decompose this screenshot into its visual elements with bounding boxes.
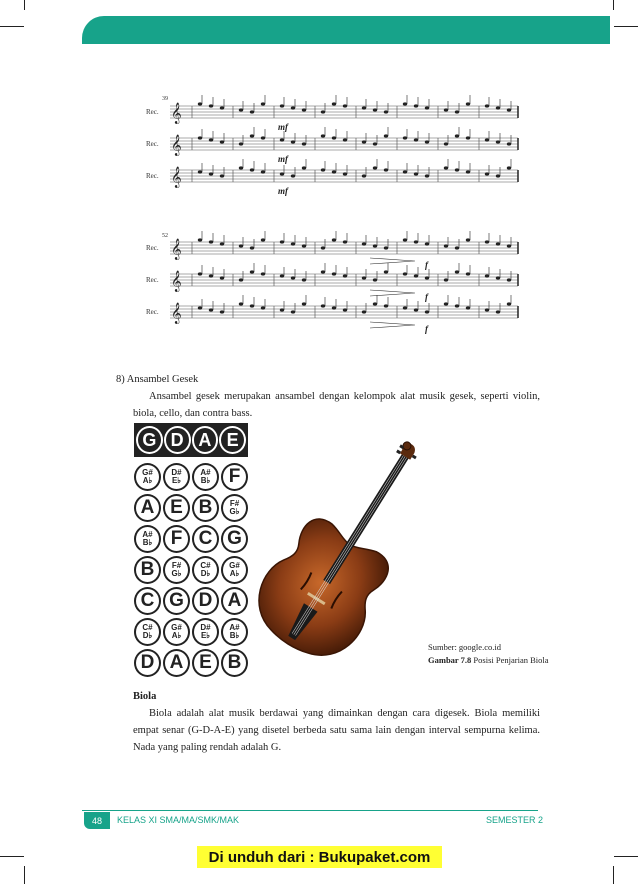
note-head	[261, 136, 265, 139]
fingering-row	[134, 463, 248, 491]
figure-title: Posisi Penjarian Biola	[473, 655, 549, 665]
note-cell: C# D♭	[192, 556, 219, 584]
note-head	[403, 306, 407, 309]
biola-section	[133, 688, 540, 756]
note-head	[239, 166, 243, 169]
note-head	[332, 136, 336, 139]
note-cell: C	[134, 587, 161, 615]
staff-label: Rec.	[146, 308, 159, 316]
note-cell: F# G♭	[221, 494, 248, 522]
note-head	[414, 172, 418, 175]
note-head	[444, 278, 448, 281]
note-head	[466, 272, 470, 275]
note-head	[362, 242, 366, 245]
note-head	[507, 302, 511, 305]
string-header	[134, 423, 248, 457]
note-head	[291, 310, 295, 313]
note-cell: D# E♭	[163, 463, 190, 491]
crop-mark	[613, 866, 614, 884]
dynamic-marking: f	[425, 292, 428, 302]
note-head	[239, 244, 243, 247]
note-head	[466, 238, 470, 241]
note-cell: G# A♭	[163, 618, 190, 646]
note-head	[220, 106, 224, 109]
note-head	[321, 110, 325, 113]
note-cell: F	[163, 525, 190, 553]
note-cell: F	[221, 463, 248, 491]
note-head	[198, 136, 202, 139]
note-head	[373, 302, 377, 305]
caption-source: Sumber: google.co.id	[428, 642, 501, 652]
note-head	[414, 138, 418, 141]
string-name: E	[219, 426, 246, 454]
note-head	[414, 274, 418, 277]
note-head	[403, 136, 407, 139]
music-score	[140, 92, 520, 352]
note-head	[496, 242, 500, 245]
note-cell: D	[134, 649, 161, 677]
note-head	[261, 306, 265, 309]
note-head	[302, 108, 306, 111]
note-head	[466, 102, 470, 105]
note-cell: D# E♭	[192, 618, 219, 646]
header-bar	[82, 16, 610, 44]
note-head	[198, 238, 202, 241]
note-head	[220, 242, 224, 245]
footer-semester-label: SEMESTER 2	[486, 815, 544, 825]
treble-clef: 𝄞	[171, 135, 182, 155]
treble-clef: 𝄞	[171, 103, 182, 123]
note-head	[302, 142, 306, 145]
staff-label: Rec.	[146, 276, 159, 284]
note-head	[261, 170, 265, 173]
note-cell: D	[192, 587, 219, 615]
note-head	[343, 240, 347, 243]
note-cell: C# D♭	[134, 618, 161, 646]
note-head	[220, 174, 224, 177]
note-head	[466, 306, 470, 309]
note-head	[332, 102, 336, 105]
note-head	[321, 134, 325, 137]
note-cell: E	[192, 649, 219, 677]
fingering-row	[134, 649, 248, 677]
note-head	[321, 168, 325, 171]
note-head	[280, 138, 284, 141]
note-head	[373, 166, 377, 169]
note-head	[302, 278, 306, 281]
note-head	[362, 276, 366, 279]
note-head	[291, 174, 295, 177]
note-head	[332, 306, 336, 309]
note-head	[302, 166, 306, 169]
note-head	[507, 142, 511, 145]
note-head	[239, 302, 243, 305]
note-head	[384, 168, 388, 171]
fingering-row	[134, 587, 248, 615]
note-head	[384, 304, 388, 307]
note-head	[198, 306, 202, 309]
note-head	[291, 140, 295, 143]
treble-clef: 𝄞	[171, 239, 182, 259]
note-head	[425, 310, 429, 313]
note-head	[485, 172, 489, 175]
note-head	[425, 276, 429, 279]
intro-paragraph	[133, 388, 540, 422]
note-head	[239, 142, 243, 145]
note-head	[444, 108, 448, 111]
note-head	[455, 168, 459, 171]
staff-label: Rec.	[146, 108, 159, 116]
note-head	[280, 172, 284, 175]
section-heading: 8) Ansambel Gesek	[116, 374, 199, 385]
dynamic-marking: mf	[278, 186, 288, 196]
note-head	[220, 310, 224, 313]
note-cell: F# G♭	[163, 556, 190, 584]
crescendo-hairpin	[370, 322, 415, 328]
note-head	[280, 308, 284, 311]
note-cell: E	[163, 494, 190, 522]
crop-mark	[0, 856, 24, 857]
note-head	[425, 174, 429, 177]
note-head	[280, 104, 284, 107]
note-head	[321, 304, 325, 307]
fingering-row	[134, 618, 248, 646]
note-head	[384, 110, 388, 113]
note-head	[414, 104, 418, 107]
note-head	[302, 302, 306, 305]
fingering-rows	[134, 463, 248, 677]
note-head	[455, 304, 459, 307]
footer-class-label: KELAS XI SMA/MA/SMK/MAK	[117, 815, 240, 825]
note-head	[496, 310, 500, 313]
note-cell: C	[192, 525, 219, 553]
treble-clef: 𝄞	[171, 303, 182, 323]
note-head	[384, 270, 388, 273]
string-name: A	[192, 426, 219, 454]
note-head	[425, 106, 429, 109]
note-head	[455, 270, 459, 273]
note-head	[384, 134, 388, 137]
crop-mark	[0, 26, 24, 27]
note-head	[496, 276, 500, 279]
fingering-row	[134, 494, 248, 522]
note-cell: A# B♭	[192, 463, 219, 491]
staff-label: Rec.	[146, 140, 159, 148]
dynamic-marking: mf	[278, 122, 288, 132]
note-head	[444, 142, 448, 145]
note-head	[507, 244, 511, 247]
note-head	[425, 242, 429, 245]
score-system-top	[146, 95, 518, 196]
fingering-row	[134, 525, 248, 553]
note-head	[332, 170, 336, 173]
dynamic-marking: f	[425, 324, 428, 334]
note-head	[343, 172, 347, 175]
note-head	[239, 278, 243, 281]
note-head	[261, 102, 265, 105]
note-cell: A# B♭	[221, 618, 248, 646]
note-head	[403, 272, 407, 275]
note-head	[403, 238, 407, 241]
note-head	[198, 170, 202, 173]
note-cell: A	[163, 649, 190, 677]
fingering-chart	[134, 423, 248, 675]
staff-label: Rec.	[146, 172, 159, 180]
score-system-bottom	[146, 231, 518, 334]
note-head	[198, 102, 202, 105]
note-head	[343, 104, 347, 107]
note-head	[209, 104, 213, 107]
biola-paragraph: Biola adalah alat musik berdawai yang dimainkan dengan cara digesek. Biola memiliki empat senar (G-D-A-E) yang disetel berbeda satu sama lain dengan interval sempurna kelima. Nada yang paling rendah adalah G.	[133, 708, 540, 753]
note-head	[321, 246, 325, 249]
note-head	[485, 274, 489, 277]
note-head	[403, 170, 407, 173]
note-head	[302, 244, 306, 247]
note-head	[507, 166, 511, 169]
crop-mark	[614, 26, 638, 27]
treble-clef: 𝄞	[171, 167, 182, 187]
note-head	[250, 134, 254, 137]
note-cell: G# A♭	[134, 463, 161, 491]
biola-heading: Biola	[133, 691, 157, 702]
note-head	[198, 272, 202, 275]
note-head	[332, 272, 336, 275]
download-banner[interactable]: Di unduh dari : Bukupaket.com	[197, 846, 442, 868]
note-head	[373, 244, 377, 247]
note-head	[507, 278, 511, 281]
note-head	[343, 308, 347, 311]
crescendo-hairpin	[370, 258, 415, 264]
note-head	[250, 110, 254, 113]
note-head	[261, 238, 265, 241]
note-head	[209, 308, 213, 311]
note-head	[362, 174, 366, 177]
note-head	[220, 140, 224, 143]
note-head	[209, 274, 213, 277]
note-head	[250, 304, 254, 307]
note-head	[414, 240, 418, 243]
note-head	[485, 240, 489, 243]
note-head	[403, 102, 407, 105]
footer-rule	[82, 810, 538, 811]
intro-text: Ansambel gesek merupakan ansambel dengan kelompok alat musik gesek, seperti violin, biola, cello, dan contra bass.	[133, 391, 540, 419]
note-head	[466, 136, 470, 139]
measure-number: 52	[162, 233, 168, 239]
crop-mark	[24, 0, 25, 10]
note-cell: A	[134, 494, 161, 522]
note-head	[455, 246, 459, 249]
figure-label: Gambar 7.8	[428, 655, 472, 665]
note-head	[362, 140, 366, 143]
measure-number: 39	[162, 96, 168, 102]
note-cell: G# A♭	[221, 556, 248, 584]
note-head	[496, 106, 500, 109]
note-head	[343, 138, 347, 141]
violin-image	[255, 425, 425, 683]
dynamic-marking: f	[425, 260, 428, 270]
dynamic-marking: mf	[278, 154, 288, 164]
note-head	[455, 134, 459, 137]
treble-clef: 𝄞	[171, 271, 182, 291]
note-head	[209, 172, 213, 175]
fingering-row	[134, 556, 248, 584]
note-head	[362, 106, 366, 109]
note-cell: A	[221, 587, 248, 615]
note-head	[496, 140, 500, 143]
note-cell: A# B♭	[134, 525, 161, 553]
note-head	[444, 302, 448, 305]
note-head	[343, 274, 347, 277]
note-head	[384, 246, 388, 249]
note-head	[209, 138, 213, 141]
note-head	[507, 108, 511, 111]
note-head	[444, 166, 448, 169]
note-head	[209, 240, 213, 243]
figure-caption	[428, 641, 578, 667]
page-number: 48	[84, 812, 110, 829]
note-head	[291, 276, 295, 279]
note-head	[250, 270, 254, 273]
note-head	[250, 168, 254, 171]
note-head	[250, 246, 254, 249]
note-head	[291, 106, 295, 109]
string-name: D	[164, 426, 191, 454]
note-head	[291, 242, 295, 245]
note-head	[321, 270, 325, 273]
note-head	[280, 274, 284, 277]
note-head	[373, 108, 377, 111]
note-head	[414, 308, 418, 311]
note-head	[496, 174, 500, 177]
crop-mark	[614, 856, 638, 857]
note-head	[425, 140, 429, 143]
note-head	[455, 110, 459, 113]
note-head	[220, 276, 224, 279]
staff-label: Rec.	[146, 244, 159, 252]
note-head	[466, 170, 470, 173]
note-head	[485, 308, 489, 311]
note-cell: G	[221, 525, 248, 553]
note-head	[373, 278, 377, 281]
note-head	[332, 238, 336, 241]
note-head	[373, 142, 377, 145]
note-head	[362, 310, 366, 313]
note-cell: B	[192, 494, 219, 522]
string-name: G	[136, 426, 163, 454]
note-head	[485, 104, 489, 107]
note-head	[239, 108, 243, 111]
note-cell: B	[221, 649, 248, 677]
note-head	[280, 240, 284, 243]
crop-mark	[24, 866, 25, 884]
note-cell: B	[134, 556, 161, 584]
note-cell: G	[163, 587, 190, 615]
note-head	[485, 138, 489, 141]
crop-mark	[613, 0, 614, 10]
note-head	[444, 244, 448, 247]
note-head	[261, 272, 265, 275]
caption-figure	[428, 654, 578, 667]
